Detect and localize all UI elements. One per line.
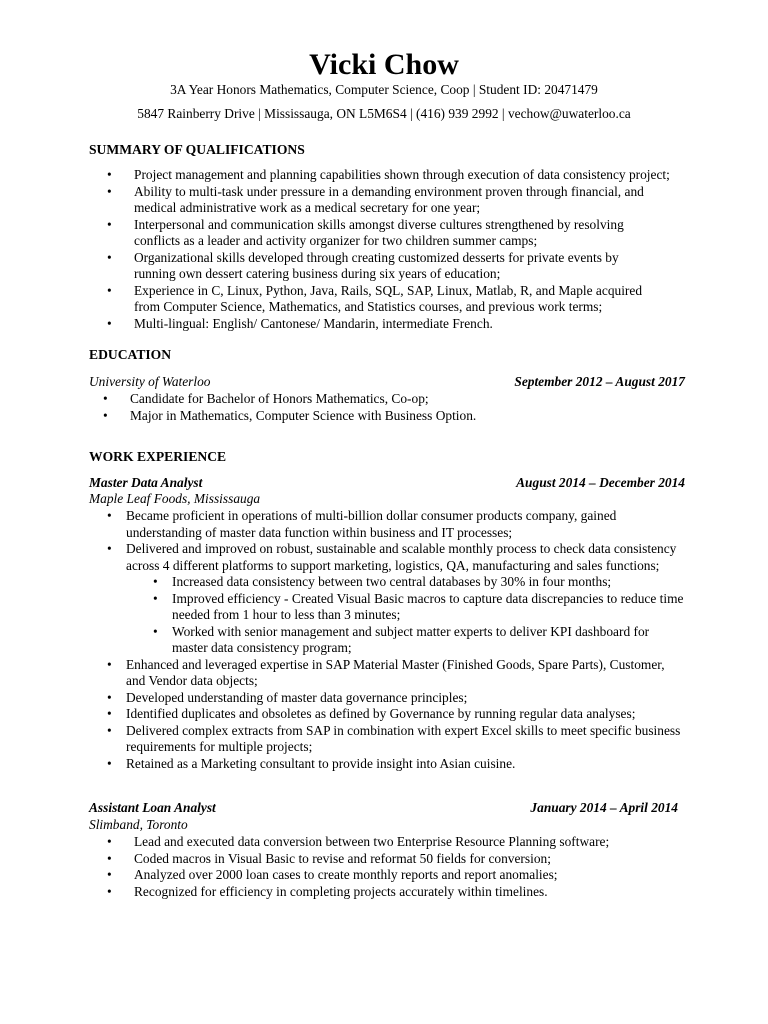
list-item: • Candidate for Bachelor of Honors Mathematics, Co-op; bbox=[130, 391, 476, 408]
list-item: • Coded macros in Visual Basic to revise and reformat 50 fields for conversion; bbox=[134, 851, 609, 868]
list-item: • Recognized for efficiency in completing projects accurately within timelines. bbox=[134, 884, 609, 901]
job-company: Slimband, Toronto bbox=[89, 817, 188, 832]
list-item: master data consistency program; bbox=[172, 640, 352, 655]
job-list-assistant-loan-analyst bbox=[134, 834, 609, 900]
list-item: • Delivered and improved on robust, sustainable and scalable monthly process to check data consistency bbox=[126, 541, 683, 558]
job-header-master-data-analyst bbox=[89, 475, 685, 492]
education-list bbox=[130, 391, 476, 424]
list-item: • Became proficient in operations of multi-billion dollar consumer products company, gained bbox=[126, 508, 683, 525]
list-item: requirements for multiple projects; bbox=[126, 739, 313, 754]
section-title-summary: SUMMARY OF QUALIFICATIONS bbox=[89, 142, 305, 157]
list-item: • Analyzed over 2000 loan cases to create monthly reports and report anomalies; bbox=[134, 867, 609, 884]
list-item: • Interpersonal and communication skills amongst diverse cultures strengthened by resolving bbox=[134, 217, 670, 234]
education-dates: September 2012 – August 2017 bbox=[514, 374, 685, 389]
list-item: • Developed understanding of master data governance principles; bbox=[126, 690, 683, 707]
contact-line-address: 5847 Rainberry Drive | Mississauga, ON L5M6S4 | (416) 939 2992 | vechow@uwaterloo.ca bbox=[137, 106, 631, 121]
job-header-assistant-loan-analyst bbox=[89, 800, 678, 817]
list-item: conflicts as a leader and activity organizer for two children summer camps; bbox=[134, 233, 538, 248]
list-item: • Organizational skills developed through creating customized desserts for private events by bbox=[134, 250, 670, 267]
contact-line-program: 3A Year Honors Mathematics, Computer Science, Coop | Student ID: 20471479 bbox=[170, 82, 598, 97]
job-list-master-data-analyst bbox=[126, 508, 683, 772]
job-dates: January 2014 – April 2014 bbox=[530, 800, 678, 815]
summary-list bbox=[134, 167, 670, 332]
education-header bbox=[89, 374, 685, 391]
list-item: • Improved efficiency - Created Visual Basic macros to capture data discrepancies to reduce time bbox=[172, 591, 683, 608]
list-item: across 4 different platforms to support marketing, logistics, QA, manufacturing and sales functions; bbox=[126, 557, 660, 573]
list-item: • Delivered complex extracts from SAP in combination with expert Excel skills to meet specific business bbox=[126, 723, 683, 740]
list-item: understanding of master data function within business and IT processes; bbox=[126, 524, 513, 540]
list-item: • Project management and planning capabilities shown through execution of data consistency project; bbox=[134, 167, 670, 184]
section-title-education: EDUCATION bbox=[89, 347, 172, 362]
list-item: medical administrative work as a medical secretary for one year; bbox=[134, 200, 481, 215]
list-item: from Computer Science, Mathematics, and Statistics courses, and previous work terms; bbox=[134, 299, 603, 314]
list-item: • Ability to multi-task under pressure in a demanding environment proven through financial, and bbox=[134, 184, 670, 201]
list-item: • Lead and executed data conversion between two Enterprise Resource Planning software; bbox=[134, 834, 609, 851]
list-item: • Identified duplicates and obsoletes as defined by Governance by running regular data analyses; bbox=[126, 706, 683, 723]
job-role: Assistant Loan Analyst bbox=[89, 800, 216, 815]
list-item: • Worked with senior management and subject matter experts to deliver KPI dashboard for bbox=[172, 624, 683, 641]
candidate-name: Vicki Chow bbox=[309, 48, 459, 81]
list-item: and Vendor data objects; bbox=[126, 673, 258, 688]
section-title-work: WORK EXPERIENCE bbox=[89, 449, 227, 464]
list-item: needed from 1 hour to less than 3 minutes; bbox=[172, 607, 401, 622]
job-company: Maple Leaf Foods, Mississauga bbox=[89, 491, 261, 506]
list-item: • Major in Mathematics, Computer Science with Business Option. bbox=[130, 408, 476, 425]
list-item: • Experience in C, Linux, Python, Java, Rails, SQL, SAP, Linux, Matlab, R, and Maple acquired bbox=[134, 283, 670, 300]
job-role: Master Data Analyst bbox=[89, 475, 203, 490]
list-item: running own dessert catering business during six years of education; bbox=[134, 266, 501, 281]
list-item: • Enhanced and leveraged expertise in SAP Material Master (Finished Goods, Spare Parts), Customer, bbox=[126, 657, 683, 674]
list-item: • Multi-lingual: English/ Cantonese/ Mandarin, intermediate French. bbox=[134, 316, 670, 333]
list-item: • Increased data consistency between two central databases by 30% in four months; bbox=[172, 574, 683, 591]
list-item: • Retained as a Marketing consultant to provide insight into Asian cuisine. bbox=[126, 756, 683, 773]
school-name: University of Waterloo bbox=[89, 374, 211, 389]
job-dates: August 2014 – December 2014 bbox=[516, 475, 685, 490]
